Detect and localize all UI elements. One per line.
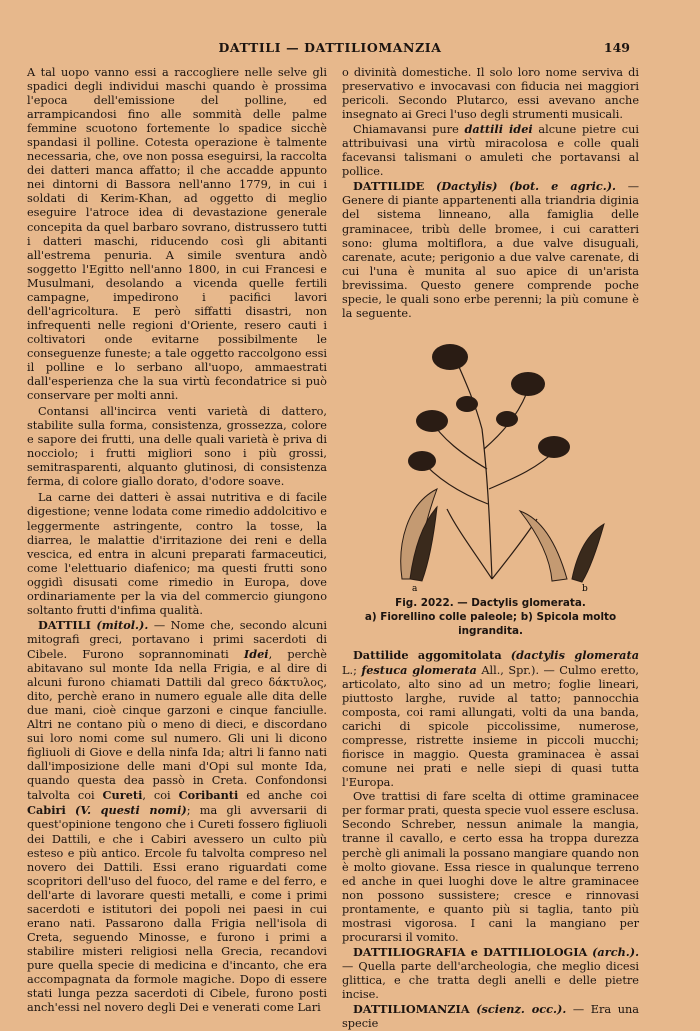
spikelet-b-icon — [572, 524, 604, 582]
entry-dattilide-aggomitolata — [342, 648, 639, 790]
entry-text: — Genere di piante appartenenti alla triandria diginia del sistema linneano, alla famiglia delle graminacee, tribù delle bromee, i cui caratteri sono: gluma moltiflora, a due valve disuguali, carenate, acute; perigonio a due valve carenate, di cui l'una è munita al suo apice di un'arista brevissima. Questo genere comprende poche specie, le quali sono erbe perenni; la più comune è la seguente. — [342, 180, 640, 320]
entry-term: DATTILIDE — [353, 179, 425, 194]
entry-dattiliomanzia — [342, 1002, 639, 1031]
entry-text: — Quella parte dell'archeologia, che meglio dicesi glittica, e che tratta degli anelli e delle pietre incise. — [342, 959, 639, 1001]
entry-abbr: (arch.). — [592, 944, 639, 959]
entry-text: ; ma gli avversarii di quest'opinione tengono che i Cureti fossero figliuoli dei Dattili, e che i Cabiri avessero un culto più esteso e più antico. Ercole fu talvolta compreso nel novero dei Dattili. Essi erano riguardati come scopritori dell'uso del fuoco, del rame e del ferro, e dell'arte di lavorare questi metalli, e come i primi sacerdoti e istitutori dei popoli nei paesi in cui erano nati. Passarono dalla Frigia nell'isola di Creta, seguendo Minosse, e furono i primi a stabilire misteri religiosi nella Grecia, recandovi pure quella specie di medicina e d'incanto, che era accompagnata da formole magiche. Dopo di essere stati lunga pezza sacerdoti di Cibele, furono posti anch'essi nel novero degli Dei e venerati come Lari — [27, 804, 328, 1015]
term-idei: Idei — [243, 646, 269, 661]
page-header-title: DATTILI — DATTILIOMANZIA — [218, 40, 442, 55]
dactylis-illustration — [342, 329, 639, 594]
term-dattili-idei: dattili idei — [464, 122, 533, 137]
entry-dattiliografia — [342, 945, 639, 1002]
entry-dattilide — [342, 179, 639, 320]
entry-term: DATTILIOGRAFIA e DATTILIOLOGIA — [353, 944, 588, 959]
grass-drawing — [342, 329, 639, 594]
left-column — [27, 66, 327, 1015]
entry-text: — Nome che, secondo alcuni mitografi greci, portavano i primi sacerdoti di Cibele. Furono soprannominati — [27, 618, 327, 661]
running-head — [30, 40, 630, 60]
entry-text: , perchè abitavano sul monte Ida nella Frigia, e al dire di alcuni furono chiamati Dattili dal greco δάκτυλος, dito, perchè erano in numero eguale alle dita delle due mani, cioè cinque garzoni e cinque fanciulle. Altri ne contano più o meno di dieci, e discordano sui loro nomi come sul numero. Gli uni li dicono figliuoli di Giove e della ninfa Ida; altri li fanno nati dall'imposizione delle mani d'Opi sul monte Ida, quando questa dea passò in Creta. Confondonsi talvolta coi — [27, 647, 327, 803]
cross-reference: (V. questi nomi) — [75, 803, 187, 818]
entry-text: Chiamavansi pure — [353, 123, 465, 137]
entry-text: ed anche coi — [238, 789, 328, 803]
term-coribanti: Coribanti — [178, 788, 239, 803]
entry-latin: (Dactylis) — [436, 179, 498, 194]
right-column — [342, 66, 639, 1031]
figure-label-b: b — [582, 583, 588, 594]
entry-text: alcune pietre cui attribuivasi una virtù miracolosa e colle quali facevansi talismani o amuleti che portavansi al pollice. — [342, 123, 639, 179]
figure-subcaption: a) Fiorellino colle paleole; b) Spicola molto ingrandita. — [364, 610, 617, 637]
entry-text: , coi — [142, 789, 179, 803]
entry-abbr: (mitol.). — [96, 617, 149, 632]
paragraph-pietre — [342, 122, 639, 179]
term-cureti: Cureti — [102, 788, 143, 803]
paragraph-pollination: A tal uopo vanno essi a raccogliere nelle selve gli spadici degli individui maschi quando è prossima l'epoca dell'emissione del polline, ed arrampicandosi fino alle sommità delle palme femmine scuotono fortemente lo spadice sicchè spandasi il polline. Cotesta operazione è talmente necessaria, che, ove non possa eseguirsi, la raccolta dei datteri manca affatto; il che accadde appunto nei dintorni di Bassora nell'anno 1779, in cui i soldati di Kerim-Khan, ad oggetto di meglio eseguire l'atroce idea di devastazione generale concepita da quel barbaro sovrano, distrussero tutti i datteri maschi, riducendo così gli abitanti all'estrema penuria. A simile sventura andò soggetto l'Egitto nell'anno 1800, in cui Francesi e Musulmani, desolando a vicenda quelle fertili campagne, impedirono i pacifici lavori dell'agricoltura. E però siffatti disastri, non infrequenti nelle regioni d'Oriente, resero cauti i coltivatori onde evitarne possibilmente le conseguenze funeste; a tale oggetto raccolgono essi il polline e lo serbano all'uopo, ammaestrati dall'esperienza che la sua virtù fecondatrice si può conservare per molti anni. — [27, 66, 327, 403]
entry-abbr: (bot. e agric.). — [509, 179, 616, 194]
page-number: 149 — [603, 40, 630, 55]
paragraph-varieties: Contansi all'incirca venti varietà di dattero, stabilite sulla forma, consistenza, grossezza, colore e sapore dei frutti, una delle quali varietà è priva di nocciolo; i frutti migliori sono i più grossi, semitrasparenti, alquanto glutinosi, di consistenza ferma, di colore giallo dorato, d'odore soave. — [27, 405, 327, 489]
entry-text: L.; — [342, 663, 362, 677]
entry-dattili-mitol — [27, 618, 327, 1015]
entry-text: — Era una specie — [342, 1003, 639, 1031]
figure-label-a: a — [412, 583, 418, 594]
entry-text: All., Spr.). — Culmo eretto, articolato, alto sino ad un metro; foglie lineari, piuttosto larghe, ruvide al tatto; pannocchia composta, coi rami allungati, volti da una banda, carichi di spicole piccolissime, numerose, compresse, ristrette insieme in piccoli mucchi; fiorisce in maggio. Questa graminacea è assai comune nei prati e nelle siepi di quasi tutta l'Europa. — [342, 663, 639, 790]
entry-term: DATTILI — [38, 617, 91, 632]
entry-latin: (dactylis glomerata — [510, 647, 640, 662]
term-cabiri: Cabiri — [27, 803, 66, 818]
entry-term: DATTILIOMANZIA — [353, 1002, 470, 1017]
figure-caption: Fig. 2022. — Dactylis glomerata. — [395, 596, 586, 609]
entry-term: Dattilide aggomitolata — [353, 647, 502, 662]
paragraph-nutrition: La carne dei datteri è assai nutritiva e di facile digestione; venne lodata come rimedio addolcitivo e leggermente astringente, contro la tosse, la diarrea, le malattie d'irritazione dei reni e della vescica, ed entra in alcuni preparati farmaceutici, come l'elettuario diafenico; ma questi frutti sono oggidì disusati come rimedio in Europa, dove ordinariamente per la via del commercio giungono soltanto frutti d'infima qualità. — [27, 491, 327, 617]
entry-abbr: (scienz. occ.). — [476, 1002, 567, 1017]
paragraph-prati: Ove trattisi di fare scelta di ottime graminacee per formar prati, questa specie vuol essere esclusa. Secondo Schreber, nessun animale la mangia, tranne il cavallo, e certo essa ha troppa durezza perchè gli animali la possano mangiare quando non è molto giovane. Essa riesce in qualunque terreno ed anche in quei luoghi dove le altre graminacee non possono sussistere; cresce e rinnovasi prontamente, e quanto più si taglia, tanto più mostrasi vigorosa. I cani la mangiano per procurarsi il vomito. — [342, 790, 639, 944]
entry-latin: festuca glomerata — [361, 662, 477, 677]
paragraph-continuation: o divinità domestiche. Il solo loro nome serviva di preservativo e invocavasi con fiducia nei maggiori pericoli. Secondo Plutarco, essi avevano anche insegnato ai Greci l'uso degli strumenti musicali. — [342, 66, 639, 122]
